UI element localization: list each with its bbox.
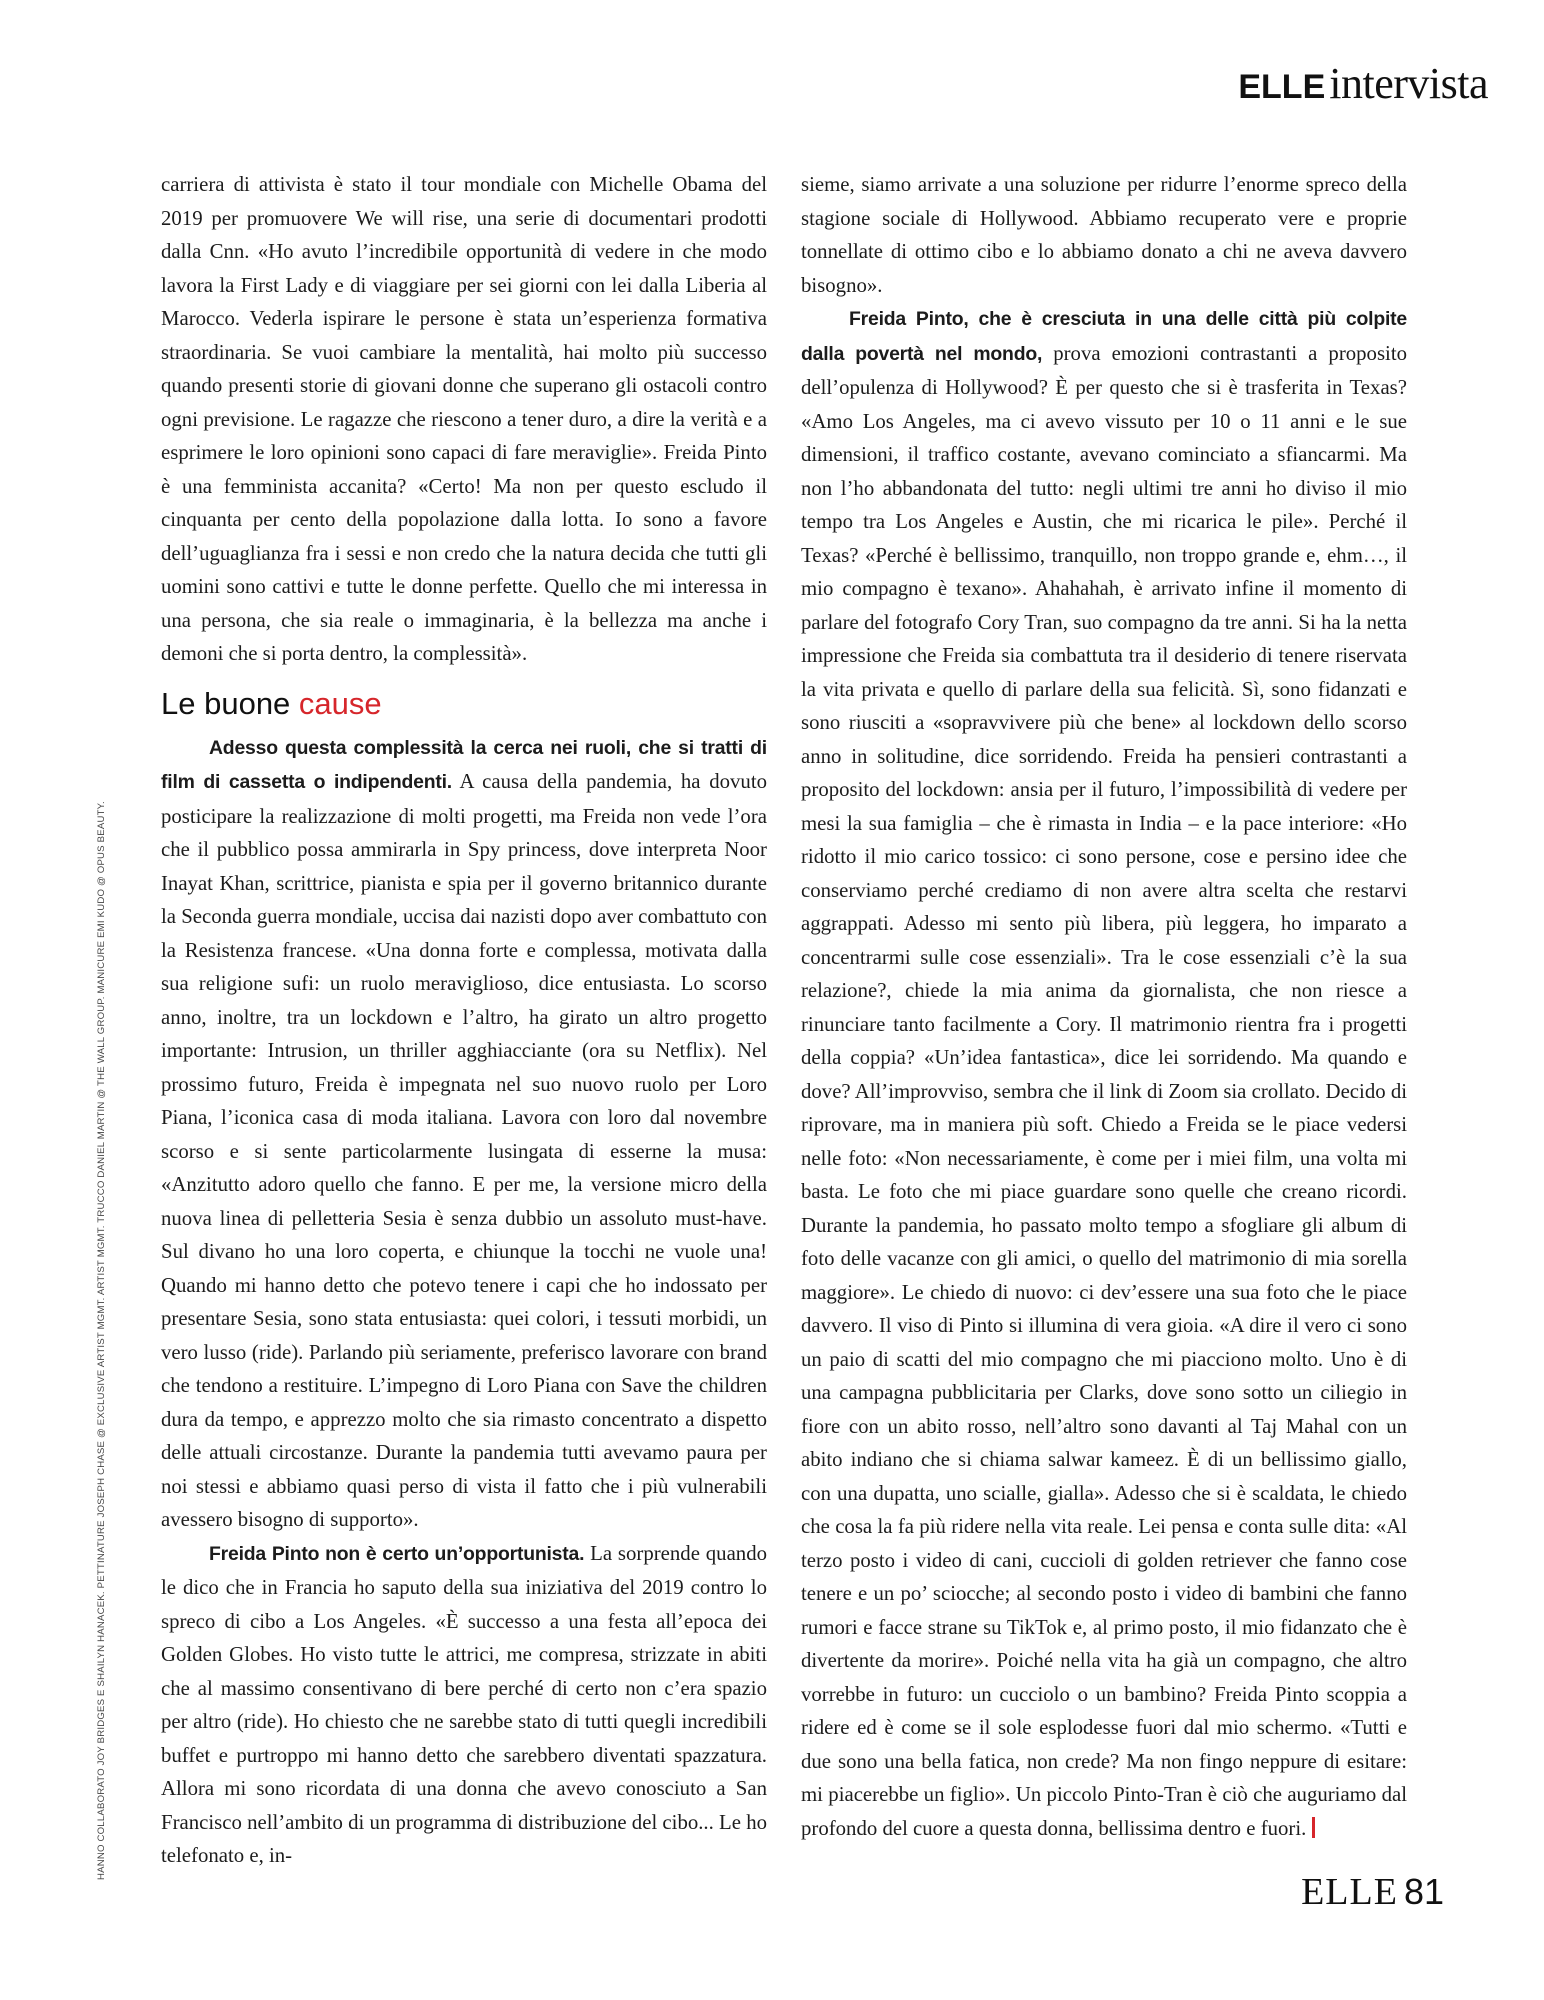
right-column — [801, 168, 1407, 1845]
lead-in: Freida Pinto, che è cresciuta in una delle città più colpite dalla povertà nel mondo, — [801, 308, 1407, 365]
subheading — [161, 683, 767, 725]
subheading-text: Le buone — [161, 685, 299, 721]
magazine-logo: ELLE — [1238, 68, 1326, 106]
lead-in: Freida Pinto non è certo un’opportunista. — [209, 1542, 585, 1565]
paragraph-body: prova emozioni contrastanti a proposito dell’opulenza di Hollywood? È per questo che si è trasferita in Texas? «Amo Los Angeles, ma ci avevo vissuto per 10 o 11 anni e le sue dimensioni, il traffico costante, avevano cominciato a sfiancarmi. Ma non l’ho abbandonata del tutto: negli ultimi tre anni ho diviso il mio tempo tra Los Angeles e Austin, che mi ricarica le pile». Perché il Texas? «Perché è bellissimo, tranquillo, non troppo grande e, ehm…, il mio compagno è texano». Ahahahah, è arrivato infine il momento di parlare del fotografo Cory Tran, suo compagno da tre anni. Si ha la netta impressione che Freida sia combattuta tra il desiderio di tenere riservata la vita privata e quello di parlare della sua felicità. Sì, sono fidanzati e sono riusciti a «sopravvivere più che bene» al lockdown dello scorso anno in solitudine, dice sorridendo. Freida ha pensieri contrastanti a proposito del lockdown: ansia per il futuro, l’impossibilità di vedere per mesi la sua famiglia – che è rimasta in India – e la pace interiore: «Ho ridotto il mio carico tossico: ci sono persone, cose e persino idee che conserviamo perché crediamo di non avere altra scelta che restarvi aggrappati. Adesso mi sento più libera, più leggera, ho imparato a concentrarmi sulle cose essenziali». Tra le cose essenziali c’è la sua relazione?, chiede la mia anima da giornalista, che non riesce a rinunciare tanto facilmente a Cory. Il matrimonio rientra fra i progetti della coppia? «Un’idea fantastica», dice lei sorridendo. Ma quando e dove? All’improvviso, sembra che il link di Zoom sia crollato. Decido di riprovare, ma in maniera più soft. Chiedo a Freida se le piace vedersi nelle foto: «Non necessariamente, è come per i miei film, una volta mi basta. Le foto che mi piace guardare sono quelle che creano ricordi. Durante la pandemia, ho passato molto tempo a sfogliare gli album di foto delle vacanze con gli amici, o quello del matrimonio di mia sorella maggiore». Le chiedo di nuovo: ci dev’essere una sua foto che le piace davvero. Il viso di Pinto si illumina di vera gioia. «A dire il vero ci sono un paio di scatti del mio compagno che mi piacciono molto. Uno è di una campagna pubblicitaria per Clarks, dove sono sotto un ciliegio in fiore con un abito rosso, nell’altro sono davanti al Taj Mahal con un abito indiano che si chiama salwar kameez. È di un bellissimo giallo, con una dupatta, uno scialle, gialla». Adesso che si è scaldata, le chiedo che cosa la fa più ridere nella vita reale. Lei pensa e conta sulle dita: «Al terzo posto i video di cani, cuccioli di golden retriever che fanno cose tenere e un po’ sciocche; al secondo posto i video di bambini che fanno rumori e facce strane su TikTok e, al primo posto, il mio fidanzato che è divertente da morire». Poiché nella vita ha già un compagno, che altro vorrebbe in futuro: un cucciolo o un bambino? Freida Pinto scoppia a ridere ed è come se il sole esplodesse fuori dal mio schermo. «Tutti e due sono una bella fatica, non crede? Ma non fingo neppure di esitare: mi piacerebbe un figlio». Un piccolo Pinto-Tran è ciò che auguriamo dal profondo del cuore a questa donna, bellissima dentro e fuori. — [801, 341, 1407, 1840]
section-title: intervista — [1329, 59, 1488, 108]
paragraph — [161, 731, 767, 1537]
paragraph — [161, 1537, 767, 1873]
page-number: 81 — [1403, 1871, 1444, 1912]
page-header — [1238, 58, 1488, 109]
paragraph — [801, 302, 1407, 1845]
photo-credits: HANNO COLLABORATO JOY BRIDGES E SHAILYN HANACEK. PETTINATURE JOSEPH CHASE @ EXCLUSIVE ARTIST MGMT. ARTIST MGMT. TRUCCO DANIEL MARTIN @ THE WALL GROUP. MANICURE EMI KUDO @ OPUS BEAUTY. — [96, 801, 107, 1880]
paragraph: sieme, siamo arrivate a una soluzione per ridurre l’enorme spreco della stagione sociale di Hollywood. Abbiamo recuperato vere e proprie tonnellate di ottimo cibo e lo abbiamo donato a chi ne aveva davvero bisogno». — [801, 173, 1407, 297]
paragraph-body: La sorprende quando le dico che in Francia ho saputo della sua iniziativa del 2019 contro lo spreco di cibo a Los Angeles. «È successo a una festa all’epoca dei Golden Globes. Ho visto tutte le attrici, me compresa, strizzate in abiti che al massimo consentivano di bere perché di certo non c’era spazio per altro (ride). Ho chiesto che ne sarebbe stato di tutti quegli incredibili buffet e purtroppo mi hanno detto che sarebbero diventati spazzatura. Allora mi sono ricordata di una donna che avevo conosciuto a San Francisco nell’ambito di un programma di distribuzione del cibo... Le ho telefonato e, in- — [161, 1541, 768, 1867]
left-column — [161, 168, 767, 1873]
page-footer — [1301, 1870, 1444, 1914]
subheading-accent: cause — [298, 685, 382, 721]
end-mark — [1312, 1817, 1315, 1838]
lead-in: Adesso questa complessità la cerca nei ruoli, che si tratti di film di cassetta o indipendenti. — [161, 736, 767, 793]
paragraph-body: A causa della pandemia, ha dovuto posticipare la realizzazione di molti progetti, ma Freida non vede l’ora che il pubblico possa ammirarla in Spy princess, dove interpreta Noor Inayat Khan, scrittrice, pianista e spia per il governo britannico durante la Seconda guerra mondiale, uccisa dai nazisti dopo aver combattuto con la Resistenza francese. «Una donna forte e complessa, motivata dalla sua religione sufi: un ruolo meraviglioso, dice entusiasta. Lo scorso anno, inoltre, tra un lockdown e l’altro, ha girato un altro progetto importante: Intrusion, un thriller agghiacciante (ora su Netflix). Nel prossimo futuro, Freida è impegnata nel suo nuovo ruolo per Loro Piana, l’iconica casa di moda italiana. Lavora con loro dal novembre scorso e si sente particolarmente lusingata di esserne la musa: «Anzitutto adoro quello che fanno. E per me, la versione micro della nuova linea di pelletteria Sesia è senza dubbio un assoluto must-have. Sul divano ho una loro coperta, e chiunque la tocchi ne vuole una! Quando mi hanno detto che potevo tenere i capi che ho indossato per presentare Sesia, sono stata entusiasta: quei colori, i tessuti morbidi, un vero lusso (ride). Parlando più seriamente, preferisco lavorare con brand che tendono a restituire. L’impegno di Loro Piana con Save the children dura da tempo, e apprezzo molto che sia rimasto concentrato a dispetto delle attuali circostanze. Durante la pandemia tutti avevamo paura per noi stessi e abbiamo quasi perso di vista il fatto che i più vulnerabili avessero bisogno di supporto». — [161, 770, 767, 1531]
paragraph: carriera di attivista è stato il tour mondiale con Michelle Obama del 2019 per promuovere We will rise, una serie di documentari prodotti dalla Cnn. «Ho avuto l’incredibile opportunità di vedere in che modo lavora la First Lady e di viaggiare per sei giorni con lei dalla Liberia al Marocco. Vederla ispirare le persone è stata un’esperienza formativa straordinaria. Se vuoi cambiare la mentalità, hai molto più successo quando presenti storie di giovani donne che superano gli ostacoli contro ogni previsione. Le ragazze che riescono a tener duro, a dire la verità e a esprimere le loro opinioni sono capaci di fare meraviglie». Freida Pinto è una femminista accanita? «Certo! Ma non per questo escludo il cinquanta per cento della popolazione dalla lotta. Io sono a favore dell’uguaglianza fra i sessi e non credo che la natura decida che tutti gli uomini sono cattivi e tutte le donne perfette. Quello che mi interessa in una persona, che sia reale o immaginaria, è la bellezza ma anche i demoni che si porta dentro, la complessità». — [161, 173, 767, 665]
footer-logo: ELLE — [1301, 1871, 1398, 1913]
